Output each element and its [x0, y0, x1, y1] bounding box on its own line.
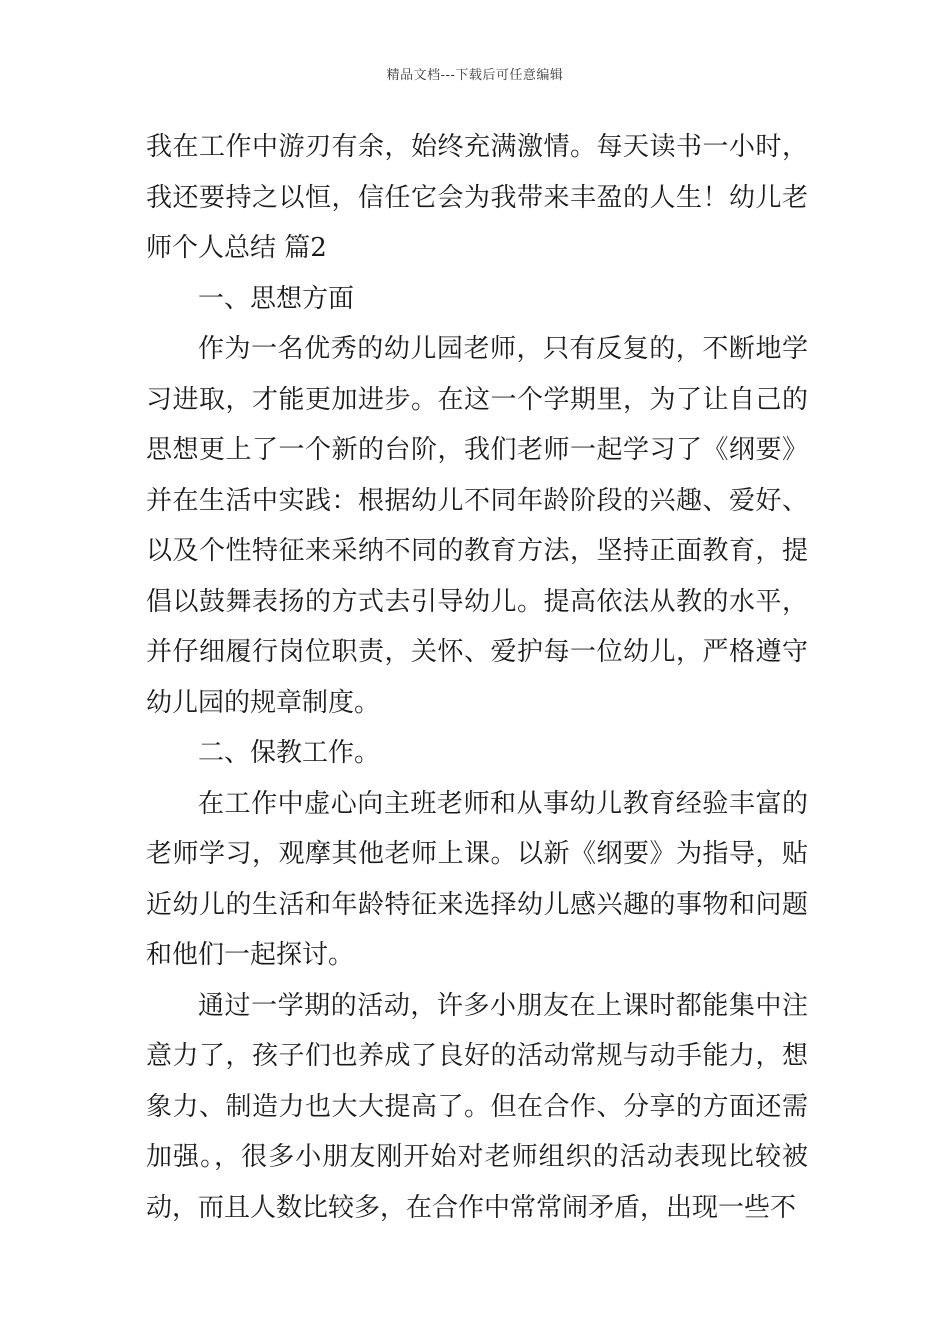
- paragraph-activities: 通过一学期的活动，许多小朋友在上课时都能集中注意力了，孩子们也养成了良好的活动常规与动手能力，想象力、制造力也大大提高了。但在合作、分享的方面还需加强。，很多小朋友刚开始对老师组织的活动表现比较被动，而且人数比较多，在合作中常常闹矛盾，出现一些不: [146, 990, 808, 1223]
- paragraph-care-education: 在工作中虚心向主班老师和从事幼儿教育经验丰富的老师学习，观摩其他老师上课。以新《纲要》为指导，贴近幼儿的生活和年龄特征来选择幼儿感兴趣的事物和问题和他们一起探讨。: [146, 788, 808, 970]
- section-heading-thought: 一、思想方面: [198, 283, 355, 314]
- paragraph-thought: 作为一名优秀的幼儿园老师，只有反复的，不断地学习进取，才能更加进步。在这一个学期里，为了让自己的思想更上了一个新的台阶，我们老师一起学习了《纲要》并在生活中实践：根据幼儿不同年龄阶段的兴趣、爱好、以及个性特征来采纳不同的教育方法，坚持正面教育，提倡以鼓舞表扬的方式去引导幼儿。提高依法从教的水平，并仔细履行岗位职责，关怀、爱护每一位幼儿，严格遵守幼儿园的规章制度。: [146, 334, 808, 718]
- section-heading-care-education: 二、保教工作。: [198, 738, 381, 768]
- document-body: [146, 122, 808, 1233]
- page-header: 精品文档---下载后可任意编辑: [386, 68, 564, 83]
- paragraph-intro: 我在工作中游刃有余，始终充满激情。每天读书一小时，我还要持之以恒，信任它会为我带来丰盈的人生！幼儿老师个人总结 篇2: [146, 132, 808, 263]
